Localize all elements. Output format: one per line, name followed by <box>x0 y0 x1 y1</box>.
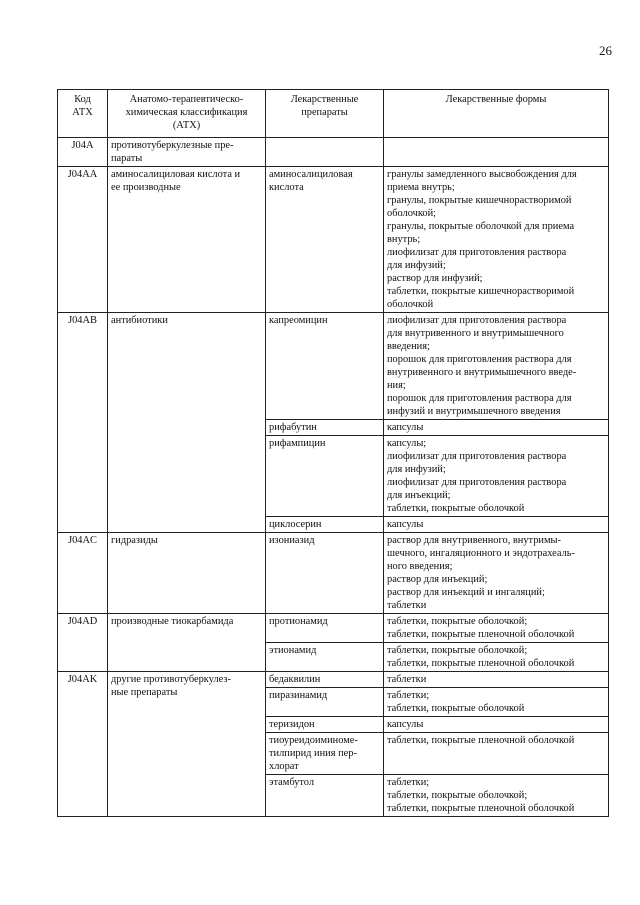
cell-line: рифампицин <box>269 438 326 449</box>
cell-line: рифабутин <box>269 422 317 433</box>
cell-line: раствор для внутривенного, внутримы- <box>387 535 561 546</box>
cell-line: химическая классификация <box>125 107 248 118</box>
header-drugs <box>266 90 384 138</box>
cell-line: капсулы <box>387 422 424 433</box>
cell-line: таблетки; <box>387 690 430 701</box>
cell-line: лиофилизат для приготовления раствора <box>387 247 567 258</box>
cell-line: таблетки, покрытые оболочкой; <box>387 645 528 656</box>
table-row <box>58 138 609 167</box>
header-atx-classification <box>108 90 266 138</box>
cell-line: лиофилизат для приготовления раствора <box>387 451 567 462</box>
cell-line: раствор для инфузий; <box>387 273 483 284</box>
table-row <box>58 167 609 313</box>
cell-line: таблетки, покрытые пленочной оболочкой <box>387 735 575 746</box>
cell-line: таблетки, покрытые пленочной оболочкой <box>387 803 575 814</box>
cell-line: параты <box>111 153 143 164</box>
cell-line: таблетки, покрытые пленочной оболочкой <box>387 658 575 669</box>
cell-line: пиразинамид <box>269 690 328 701</box>
cell-line: внутрь; <box>387 234 421 245</box>
dosage-forms <box>384 733 609 775</box>
drug-name <box>266 672 384 688</box>
header-dosage-forms <box>384 90 609 138</box>
cell-line: таблетки <box>387 674 427 685</box>
cell-line: ния; <box>387 380 406 391</box>
drug-name <box>266 533 384 614</box>
atx-code: J04AB <box>58 313 108 533</box>
cell-line: препараты <box>301 107 348 118</box>
cell-line: ные препараты <box>111 687 178 698</box>
dosage-forms <box>384 717 609 733</box>
dosage-forms <box>384 533 609 614</box>
cell-line: таблетки, покрытые кишечнорастворимой <box>387 286 575 297</box>
dosage-forms <box>384 138 609 167</box>
cell-line: антибиотики <box>111 315 168 326</box>
cell-line: внутривенного и внутримышечного введе- <box>387 367 577 378</box>
drug-name <box>266 614 384 643</box>
cell-line: для внутривенного и внутримышечного <box>387 328 564 339</box>
cell-line: раствор для инъекций и ингаляций; <box>387 587 545 598</box>
cell-line: ного введения; <box>387 561 453 572</box>
cell-line: Лекарственные формы <box>445 94 547 105</box>
cell-line: (АТХ) <box>172 120 201 131</box>
drug-name <box>266 775 384 817</box>
cell-line: бедаквилин <box>269 674 321 685</box>
atx-code: J04AA <box>58 167 108 313</box>
cell-line: лиофилизат для приготовления раствора <box>387 315 567 326</box>
atx-group <box>108 533 266 614</box>
drug-name <box>266 167 384 313</box>
cell-line: капсулы <box>387 719 424 730</box>
cell-line: порошок для приготовления раствора для <box>387 393 572 404</box>
cell-line: противотуберкулезные пре- <box>111 140 234 151</box>
atx-group <box>108 313 266 533</box>
cell-line: введения; <box>387 341 430 352</box>
cell-line: аминосалициловая кислота и <box>111 169 241 180</box>
cell-line: аминосалициловая <box>269 169 353 180</box>
cell-line: капсулы <box>387 519 424 530</box>
dosage-forms <box>384 517 609 533</box>
cell-line: АТХ <box>72 107 93 118</box>
cell-line: таблетки, покрытые оболочкой <box>387 703 525 714</box>
cell-line: гидразиды <box>111 535 158 546</box>
drug-name <box>266 420 384 436</box>
drug-name <box>266 733 384 775</box>
atx-drug-table <box>57 89 609 817</box>
cell-line: раствор для инъекций; <box>387 574 488 585</box>
cell-line: капсулы; <box>387 438 427 449</box>
dosage-forms <box>384 167 609 313</box>
table-row <box>58 533 609 614</box>
dosage-forms <box>384 436 609 517</box>
cell-line: таблетки; <box>387 777 430 788</box>
cell-line: для инфузий; <box>387 260 446 271</box>
cell-line: капреомицин <box>269 315 328 326</box>
header-code <box>58 90 108 138</box>
dosage-forms <box>384 420 609 436</box>
table-row <box>58 672 609 688</box>
cell-line: таблетки, покрытые пленочной оболочкой <box>387 629 575 640</box>
cell-line: гранулы замедленного высвобождения для <box>387 169 577 180</box>
cell-line: протионамид <box>269 616 328 627</box>
drug-name <box>266 517 384 533</box>
dosage-forms <box>384 688 609 717</box>
atx-code: J04A <box>58 138 108 167</box>
cell-line: инфузий и внутримышечного введения <box>387 406 561 417</box>
cell-line: Лекарственные <box>290 94 359 105</box>
dosage-forms <box>384 643 609 672</box>
atx-code: J04AK <box>58 672 108 817</box>
cell-line: этионамид <box>269 645 317 656</box>
dosage-forms <box>384 672 609 688</box>
drug-name <box>266 717 384 733</box>
cell-line: Код <box>74 94 91 105</box>
table-row <box>58 313 609 420</box>
atx-group <box>108 672 266 817</box>
cell-line: производные тиокарбамида <box>111 616 234 627</box>
cell-line: тиоуреидоиминоме- <box>269 735 358 746</box>
atx-code: J04AC <box>58 533 108 614</box>
cell-line: тилпирид иния пер- <box>269 748 357 759</box>
cell-line: таблетки, покрытые оболочкой <box>387 503 525 514</box>
cell-line: гранулы, покрытые оболочкой для приема <box>387 221 575 232</box>
drug-name <box>266 436 384 517</box>
cell-line: ее производные <box>111 182 181 193</box>
table-header-row <box>58 90 609 138</box>
cell-line: шечного, ингаляционного и эндотрахеаль- <box>387 548 575 559</box>
cell-line: для инъекций; <box>387 490 451 501</box>
cell-line: этамбутол <box>269 777 315 788</box>
cell-line: изониазид <box>269 535 315 546</box>
atx-code: J04AD <box>58 614 108 672</box>
cell-line: теризидон <box>269 719 315 730</box>
atx-group <box>108 614 266 672</box>
drug-name <box>266 643 384 672</box>
cell-line: лиофилизат для приготовления раствора <box>387 477 567 488</box>
dosage-forms <box>384 313 609 420</box>
cell-line: кислота <box>269 182 304 193</box>
cell-line: для инфузий; <box>387 464 446 475</box>
cell-line: циклосерин <box>269 519 322 530</box>
dosage-forms <box>384 614 609 643</box>
cell-line: приема внутрь; <box>387 182 455 193</box>
cell-line: порошок для приготовления раствора для <box>387 354 572 365</box>
atx-group <box>108 138 266 167</box>
drug-name <box>266 138 384 167</box>
dosage-forms <box>384 775 609 817</box>
drug-name <box>266 688 384 717</box>
cell-line: оболочкой <box>387 299 434 310</box>
cell-line: гранулы, покрытые кишечнорастворимой <box>387 195 572 206</box>
cell-line: таблетки <box>387 600 427 611</box>
table-row <box>58 614 609 643</box>
cell-line: хлорат <box>269 761 299 772</box>
drug-name <box>266 313 384 420</box>
cell-line: Анатомо-терапевтическо- <box>129 94 244 105</box>
cell-line: оболочкой; <box>387 208 437 219</box>
atx-group <box>108 167 266 313</box>
page-number: 26 <box>599 43 612 58</box>
cell-line: таблетки, покрытые оболочкой; <box>387 790 528 801</box>
cell-line: другие противотуберкулез- <box>111 674 231 685</box>
cell-line: таблетки, покрытые оболочкой; <box>387 616 528 627</box>
